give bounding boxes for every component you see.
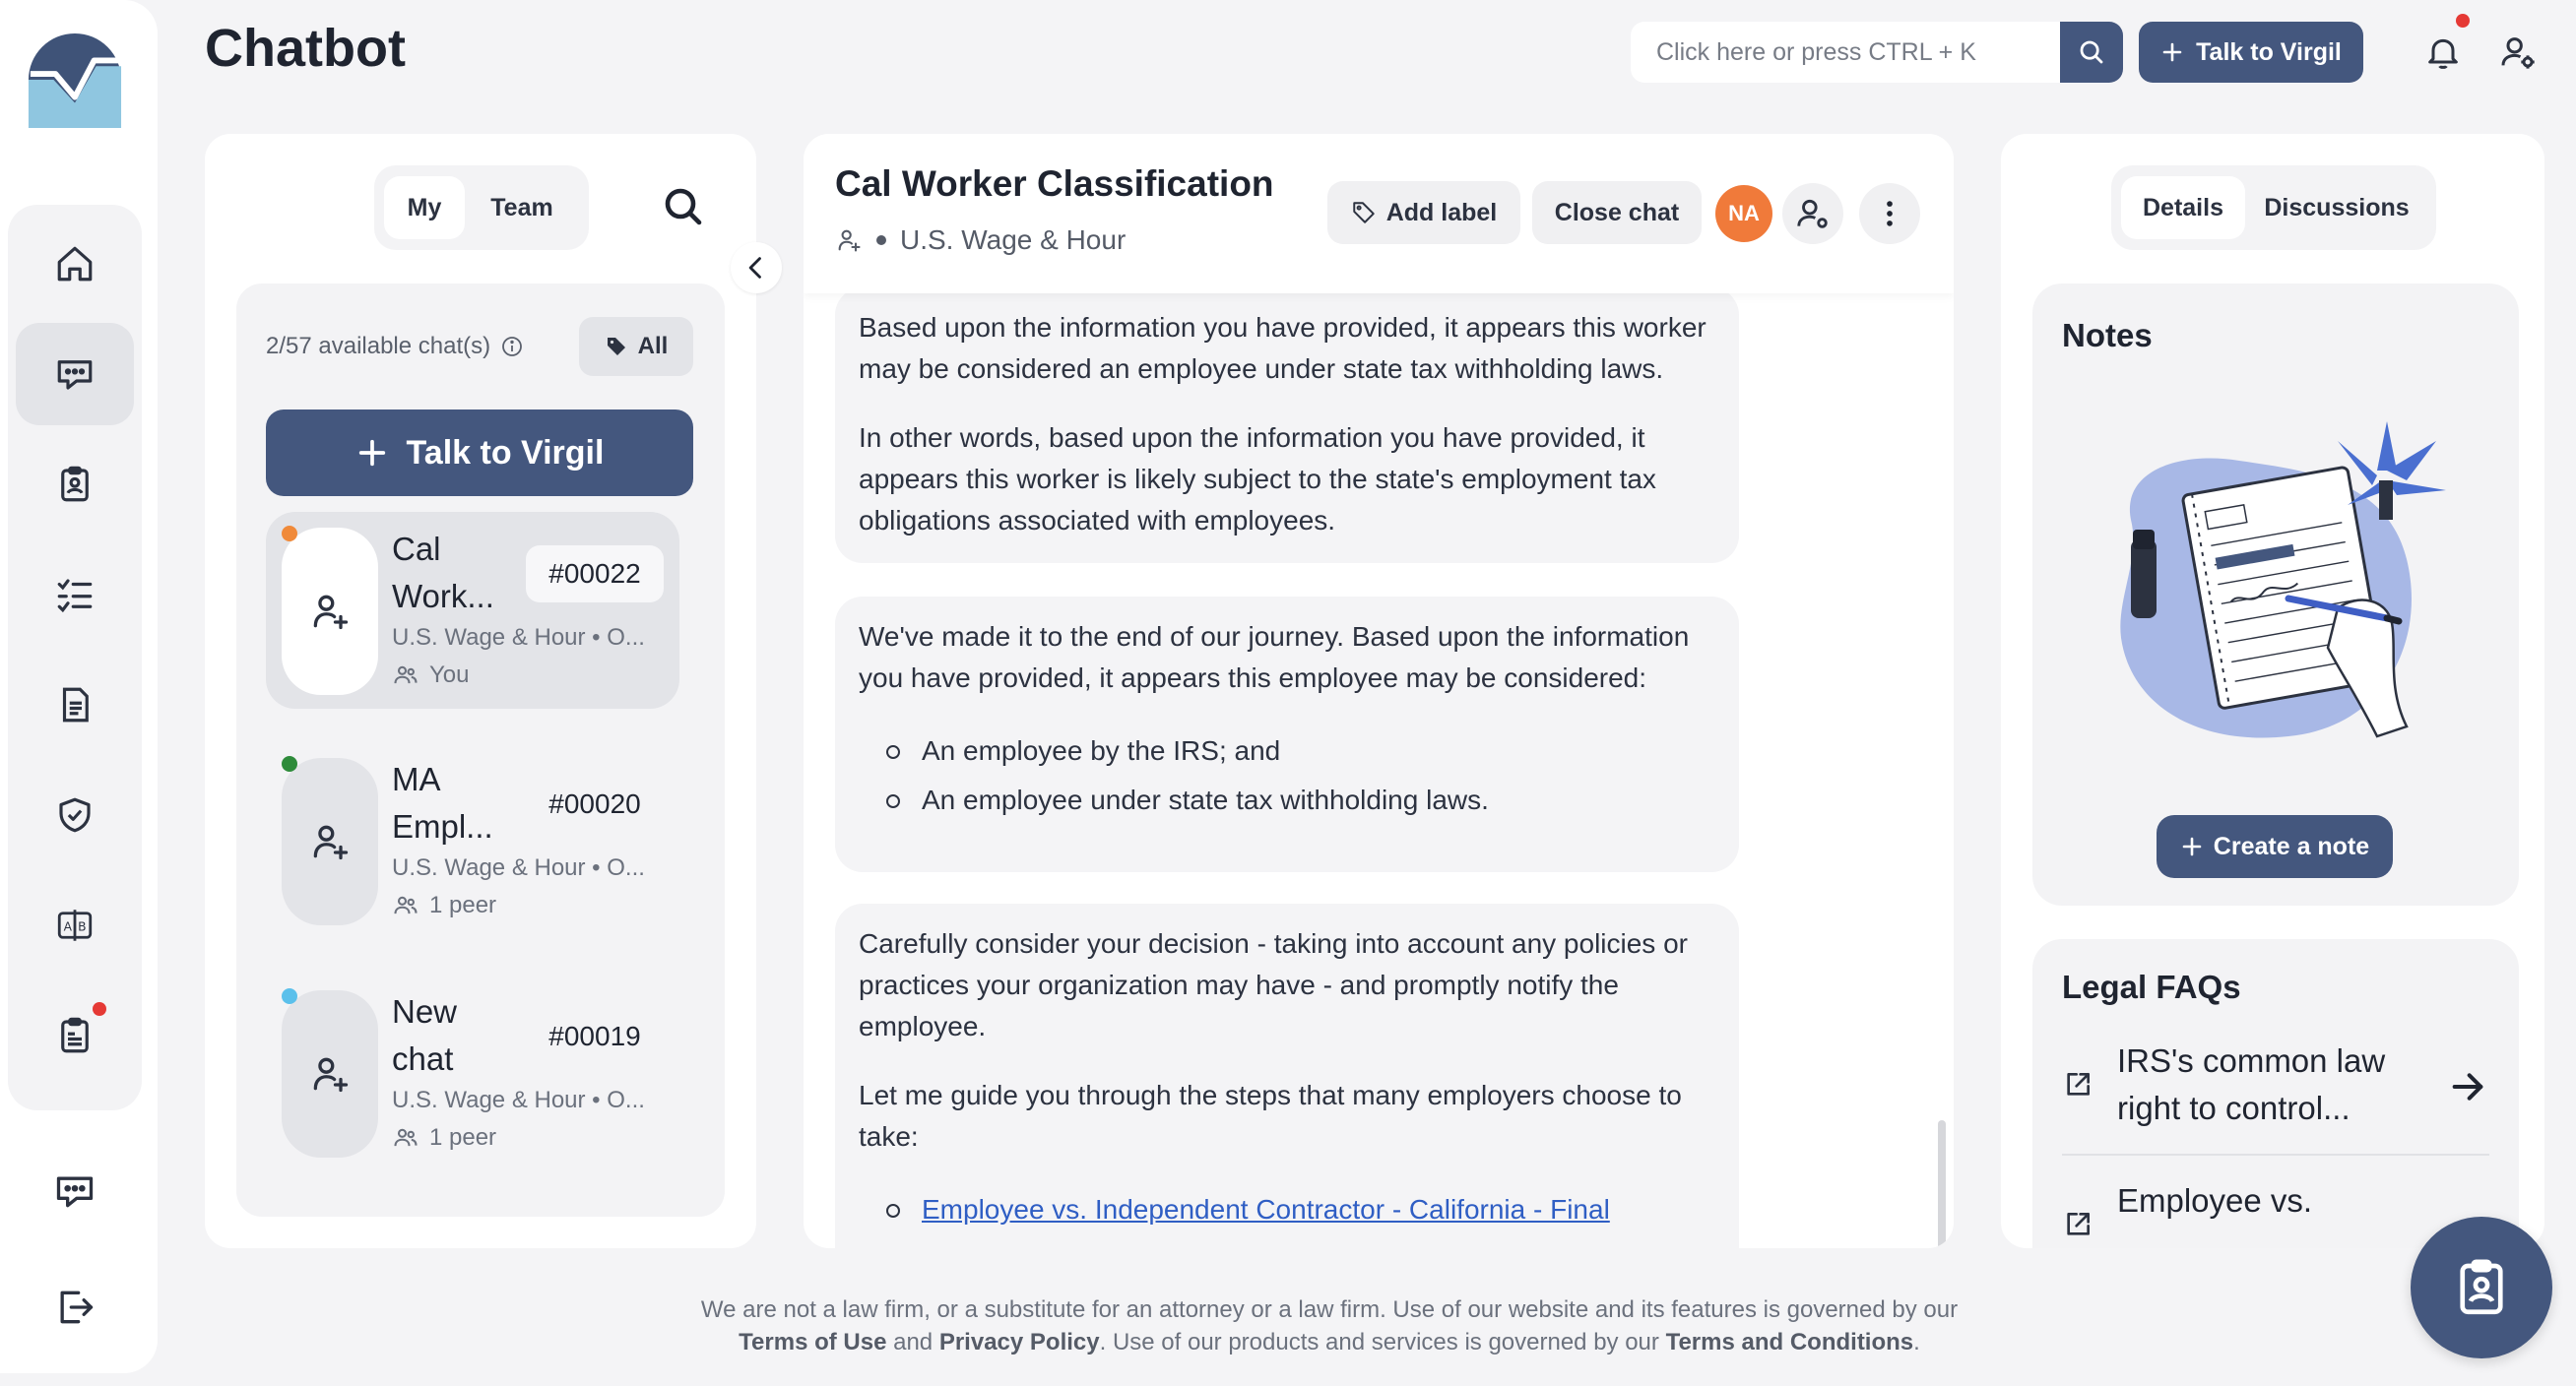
details-panel <box>2001 134 2544 1248</box>
chat-avatar <box>282 758 378 925</box>
plus-icon <box>2180 835 2204 858</box>
terms-and-conditions-link[interactable]: Terms and Conditions <box>1665 1329 1914 1355</box>
tab-details[interactable]: Details <box>2121 176 2245 239</box>
svg-text:A: A <box>63 919 73 934</box>
add-label-text: Add label <box>1385 198 1498 226</box>
sidebar <box>0 0 158 1373</box>
conversation-panel <box>804 134 1954 1248</box>
svg-text:B: B <box>78 919 87 934</box>
plus-icon <box>355 436 389 470</box>
notifications-button[interactable] <box>2416 26 2470 79</box>
tag-icon <box>605 335 628 358</box>
chat-list-panel <box>205 134 756 1248</box>
global-search[interactable] <box>1631 22 2060 83</box>
footer-text: . Use of our products and services is governed by our <box>1099 1329 1659 1355</box>
chat-title: Cal Work... <box>392 531 494 614</box>
notes-illustration <box>2092 411 2466 766</box>
available-chats-text: 2/57 available chat(s) <box>266 333 491 359</box>
faq-question: IRS's common law right to control... <box>2117 1042 2386 1126</box>
kebab-menu-icon <box>1873 197 1906 230</box>
conversation-title: Cal Worker Classification <box>835 163 1274 204</box>
label-filter-button[interactable] <box>579 317 693 376</box>
create-note-button[interactable] <box>2157 815 2393 878</box>
chat-participants-text: You <box>429 662 470 688</box>
document-icon <box>54 684 96 725</box>
notes-card <box>2032 284 2519 906</box>
home-icon <box>54 243 96 284</box>
sidebar-nav <box>8 205 142 1110</box>
notes-title: Notes <box>2062 317 2153 353</box>
footer-end: . <box>1913 1329 1920 1355</box>
footer-and: and <box>893 1329 934 1355</box>
notification-dot <box>2456 14 2470 28</box>
faq-item[interactable] <box>2062 1028 2489 1156</box>
add-person-icon <box>308 820 352 863</box>
bot-message <box>835 904 1739 1248</box>
message-link-list <box>859 1185 1715 1234</box>
sidebar-item-compare[interactable] <box>16 874 134 976</box>
privacy-policy-link[interactable]: Privacy Policy <box>938 1329 1100 1355</box>
search-input[interactable] <box>1656 38 2060 67</box>
message-paragraph: Carefully consider your decision - taking into account any policies or practices your organization may have - and promptly notify the employee. <box>859 928 1688 1041</box>
talk-to-virgil-header-button[interactable] <box>2139 22 2363 83</box>
assessment-fab-button[interactable] <box>2411 1217 2552 1358</box>
footer-links <box>591 1326 2068 1358</box>
chat-participants <box>392 662 470 689</box>
chat-avatar <box>282 528 378 695</box>
external-link-icon <box>2062 1069 2093 1101</box>
feedback-button[interactable] <box>20 1140 130 1242</box>
chat-item[interactable] <box>266 742 679 939</box>
search-icon <box>2077 37 2106 67</box>
terms-of-use-link[interactable]: Terms of Use <box>739 1329 887 1355</box>
tag-icon <box>1351 200 1377 225</box>
info-icon[interactable] <box>500 335 524 358</box>
notification-badge <box>93 1002 106 1016</box>
arrow-right-icon <box>2448 1067 2487 1106</box>
chat-status-dot <box>282 988 297 1004</box>
faq-item[interactable] <box>2062 1167 2489 1248</box>
message-paragraph: Let me guide you through the steps that many employers choose to take: <box>859 1080 1682 1152</box>
conversation-messages <box>804 293 1954 1248</box>
chat-id-badge: #00022 <box>526 545 664 602</box>
create-note-label: Create a note <box>2213 832 2370 860</box>
sidebar-item-reports[interactable] <box>16 984 134 1087</box>
chat-meta: U.S. Wage & Hour • O... <box>392 1087 645 1113</box>
sidebar-item-compliance[interactable] <box>16 764 134 866</box>
search-button[interactable] <box>2060 22 2123 83</box>
feedback-icon <box>53 1169 97 1213</box>
close-chat-button[interactable]: Close chat <box>1532 181 1702 244</box>
message-paragraph: In other words, based upon the information you have provided, it appears this worker is likely subject to the state's employment tax obligations associated with employees. <box>859 422 1656 536</box>
sidebar-item-chatbot[interactable] <box>16 323 134 425</box>
add-person-icon <box>308 590 352 633</box>
chat-list <box>236 284 725 1217</box>
list-item <box>859 1185 1715 1234</box>
app-logo[interactable] <box>27 30 123 130</box>
list-item: An employee by the IRS; and <box>859 726 1715 776</box>
chat-status-dot <box>282 526 297 541</box>
user-avatar[interactable]: NA <box>1715 185 1772 242</box>
scrollbar[interactable] <box>1938 1120 1946 1248</box>
add-label-button[interactable] <box>1327 181 1520 244</box>
chat-id-badge: #00019 <box>526 1008 664 1065</box>
chat-meta: U.S. Wage & Hour • O... <box>392 854 645 881</box>
chat-search-icon[interactable] <box>660 183 707 230</box>
tab-my[interactable]: My <box>384 176 465 239</box>
message-paragraph: Based upon the information you have provided, it appears this worker may be considered an employee under state tax withholding laws. <box>859 312 1707 384</box>
label-filter-text: All <box>637 333 669 359</box>
conversation-header <box>804 134 1954 293</box>
sidebar-item-home[interactable] <box>16 213 134 315</box>
clipboard-person-icon <box>2449 1255 2514 1320</box>
compare-ab-icon <box>54 905 96 946</box>
conversation-category: U.S. Wage & Hour <box>900 224 1127 255</box>
list-item: An employee under state tax withholding laws. <box>859 776 1715 825</box>
chat-item[interactable] <box>266 512 679 709</box>
talk-to-virgil-label: Talk to Virgil <box>2196 37 2342 66</box>
message-paragraph: We've made it to the end of our journey. Based upon the information you have provided, it appears this employee may be considered: <box>859 621 1690 693</box>
chat-icon <box>54 353 96 395</box>
legal-faqs-card <box>2032 939 2519 1248</box>
external-link-icon <box>2062 1209 2093 1240</box>
user-settings-icon <box>2498 32 2538 72</box>
user-settings-icon <box>1794 195 1832 232</box>
people-icon <box>392 892 419 919</box>
page-title: Chatbot <box>205 19 406 78</box>
people-icon <box>392 662 419 689</box>
sidebar-item-assessments[interactable] <box>16 433 134 536</box>
logout-icon <box>53 1286 97 1329</box>
clipboard-person-icon <box>54 464 96 505</box>
account-button[interactable] <box>2491 26 2544 79</box>
chat-title: New chat <box>392 993 458 1077</box>
people-icon <box>392 1124 419 1152</box>
message-bullet-list <box>859 726 1715 825</box>
plus-icon <box>2160 40 2184 64</box>
tab-discussions[interactable]: Discussions <box>2264 193 2410 221</box>
chat-meta: U.S. Wage & Hour • O... <box>392 624 645 651</box>
add-person-icon <box>835 226 863 254</box>
conversation-subtitle <box>835 224 1126 256</box>
legal-faqs-title: Legal FAQs <box>2062 969 2241 1005</box>
collapse-panel-button[interactable] <box>731 242 782 293</box>
legal-footer <box>591 1293 2068 1358</box>
faq-question: Employee vs. <box>2117 1182 2313 1219</box>
bot-message <box>835 293 1739 563</box>
bell-icon <box>2423 32 2463 72</box>
tab-team[interactable]: Team <box>490 193 553 221</box>
assign-user-button[interactable] <box>1782 183 1843 244</box>
chat-participants <box>392 892 496 919</box>
add-person-icon <box>308 1052 352 1096</box>
chat-avatar <box>282 990 378 1158</box>
chevron-left-icon <box>742 254 770 282</box>
chat-item[interactable] <box>266 975 679 1171</box>
chat-participants-text: 1 peer <box>429 1124 497 1151</box>
report-icon <box>54 1015 96 1056</box>
sidebar-item-tasks[interactable] <box>16 543 134 646</box>
footer-disclaimer: We are not a law firm, or a substitute for an attorney or a law firm. Use of our website and its features is governed by our <box>700 1296 1959 1323</box>
available-chats <box>266 333 524 360</box>
more-options-button[interactable] <box>1859 183 1920 244</box>
separator-dot <box>876 235 886 245</box>
chat-status-dot <box>282 756 297 772</box>
talk-to-virgil-label: Talk to Virgil <box>406 433 605 472</box>
shield-check-icon <box>54 794 96 836</box>
talk-to-virgil-button[interactable] <box>266 410 693 496</box>
sidebar-item-documents[interactable] <box>16 654 134 756</box>
checklist-icon <box>54 574 96 615</box>
bot-message <box>835 597 1739 872</box>
logout-button[interactable] <box>20 1256 130 1358</box>
chat-title: MA Empl... <box>392 761 493 845</box>
chat-participants-text: 1 peer <box>429 892 497 918</box>
chat-participants <box>392 1124 496 1152</box>
details-tabs <box>2111 165 2436 250</box>
chat-scope-toggle <box>374 165 589 250</box>
document-link[interactable]: Employee vs. Independent Contractor - California - Final <box>922 1194 1610 1225</box>
chat-id-badge: #00020 <box>526 776 664 833</box>
